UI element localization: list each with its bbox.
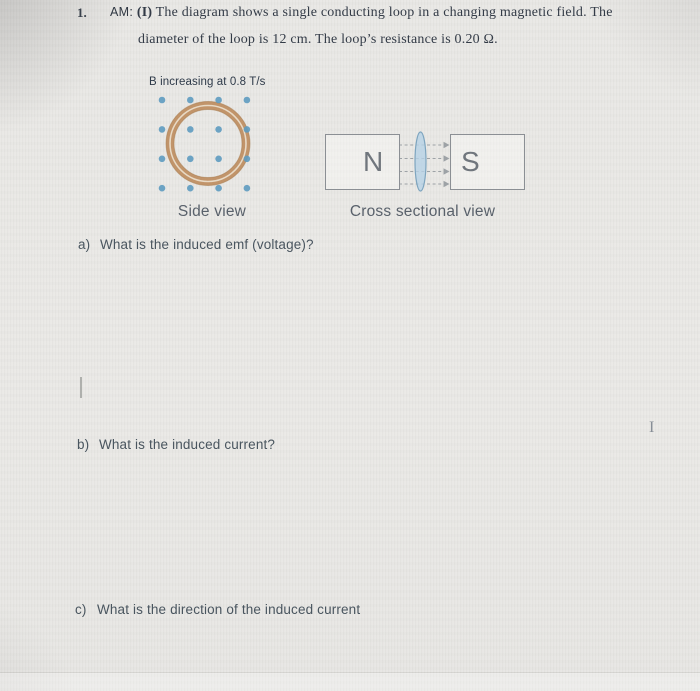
- problem-text-line2: diameter of the loop is 12 cm. The loop’s resistance is 0.20 Ω.: [138, 32, 498, 47]
- question-b: [77, 437, 275, 452]
- problem-text-line1: [110, 5, 613, 21]
- page-bottom-strip: [0, 673, 700, 691]
- magnet-north-label: N: [363, 146, 384, 177]
- cross-section-caption: Cross sectional view: [349, 203, 496, 220]
- problem-sentence-start: The diagram shows a single conducting loop in a changing magnetic field. The: [155, 5, 613, 20]
- question-c: [75, 602, 360, 617]
- problem-prefix: AM:: [110, 5, 134, 19]
- magnet-north-box: [325, 134, 400, 190]
- text-caret: [80, 377, 82, 398]
- side-view-caption: Side view: [177, 203, 247, 220]
- magnet-south-box: [450, 134, 525, 190]
- loop-field-diagram: [140, 88, 272, 200]
- problem-marker: (I): [136, 5, 153, 20]
- problem-number: 1.: [77, 5, 87, 20]
- question-a-text: What is the induced emf (voltage)?: [100, 237, 314, 252]
- question-c-letter: c): [75, 602, 87, 617]
- question-a-letter: a): [78, 237, 91, 252]
- question-b-text: What is the induced current?: [99, 437, 276, 452]
- field-rate-caption: B increasing at 0.8 T/s: [149, 76, 266, 88]
- ibeam-cursor: I: [649, 419, 655, 436]
- question-c-text: What is the direction of the induced current: [97, 602, 361, 617]
- magnet-south-label: S: [461, 146, 480, 177]
- question-a: [78, 237, 314, 252]
- question-b-letter: b): [77, 437, 90, 452]
